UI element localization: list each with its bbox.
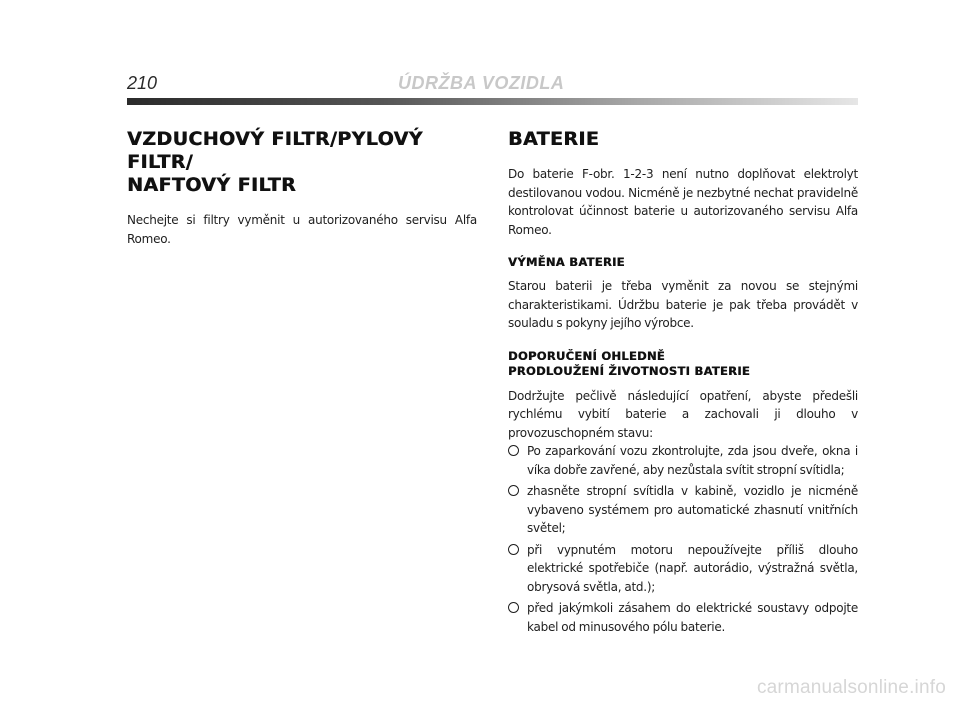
circle-bullet-icon	[508, 445, 519, 456]
left-column	[127, 128, 477, 248]
circle-bullet-icon	[508, 544, 519, 555]
list-item-text: před jakýmkoli zásahem do elektrické soustavy odpojte kabel od minusového pólu baterie.	[527, 601, 858, 634]
battery-advice-heading-line2: PRODLOUŽENÍ ŽIVOTNOSTI BATERIE	[508, 363, 750, 378]
battery-replacement-body: Starou baterii je třeba vyměnit za novou se stejnými charakteristikami. Údržbu baterie je pak třeba provádět v souladu s pokyny jejího výrobce.	[508, 279, 858, 330]
list-item-text: zhasněte stropní svítidla v kabině, vozidlo je nicméně vybaveno systémem pro automatické zhasnutí vnitřních světel;	[527, 484, 858, 535]
filters-title-line2: NAFTOVÝ FILTR	[127, 174, 297, 196]
battery-replacement-heading: VÝMĚNA BATERIE	[508, 255, 625, 269]
page-number: 210	[127, 73, 158, 93]
watermark: carmanualsonline.info	[756, 677, 946, 698]
list-item	[508, 482, 858, 538]
battery-advice-heading-line1: DOPORUČENÍ OHLEDNĚ	[508, 348, 665, 363]
filters-title	[127, 128, 477, 197]
battery-title: BATERIE	[508, 128, 600, 150]
filters-body: Nechejte si filtry vyměnit u autorizovaného servisu Alfa Romeo.	[127, 213, 477, 246]
list-item	[508, 541, 858, 597]
battery-advice-heading	[508, 349, 858, 379]
battery-advice-list	[508, 442, 858, 636]
battery-advice-intro: Dodržujte pečlivě následující opatření, abyste předešli rychlému vybití baterie a zachovali ji dlouho v provozuschopném stavu:	[508, 388, 858, 440]
circle-bullet-icon	[508, 602, 519, 613]
right-column	[508, 128, 858, 639]
running-head: ÚDRŽBA VOZIDLA	[398, 73, 565, 93]
filters-title-line1: VZDUCHOVÝ FILTR/PYLOVÝ FILTR/	[127, 128, 423, 173]
list-item-text: při vypnutém motoru nepoužívejte příliš dlouho elektrické spotřebiče (např. autorádio, výstražná světla, obrysová světla, atd.);	[527, 542, 858, 594]
list-item	[508, 442, 858, 479]
circle-bullet-icon	[508, 485, 519, 496]
battery-intro: Do baterie F-obr. 1-2-3 není nutno doplňovat elektrolyt destilovanou vodou. Nicméně je nezbytné nechat pravidelně kontrolovat účinnost baterie u autorizovaného servisu Alfa Romeo.	[508, 167, 858, 237]
header-rule	[127, 98, 858, 105]
list-item	[508, 599, 858, 636]
list-item-text: Po zaparkování vozu zkontrolujte, zda jsou dveře, okna i víka dobře zavřené, aby nezůstala svítit stropní svítidla;	[527, 444, 858, 477]
